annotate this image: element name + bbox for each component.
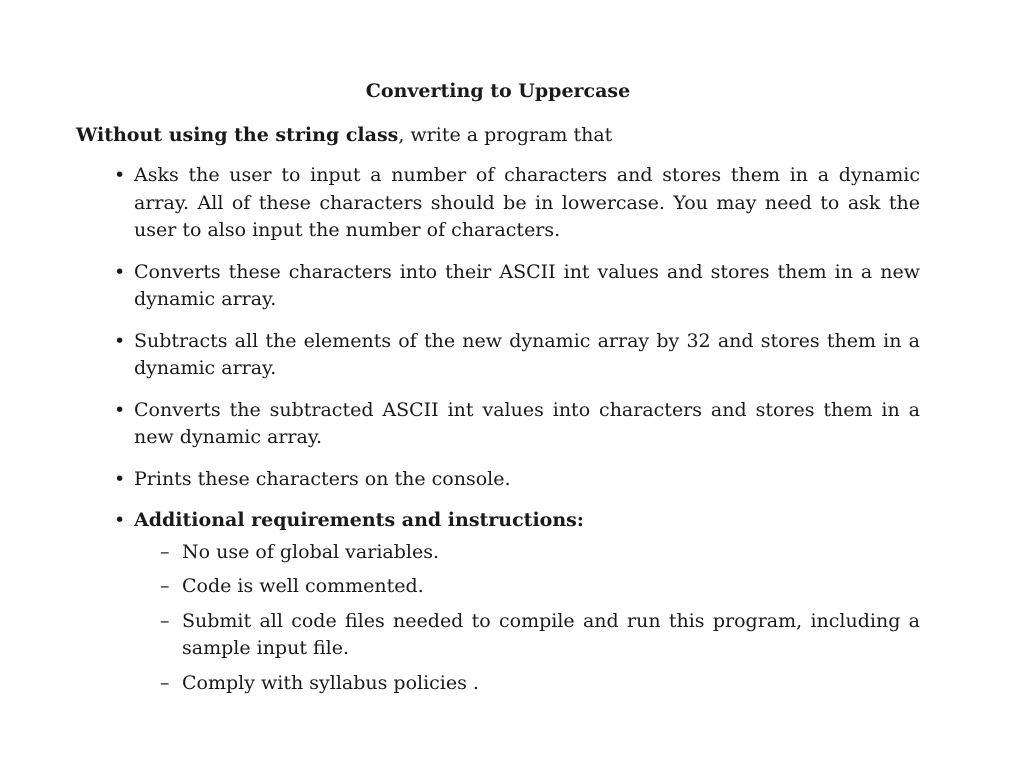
list-item-text: Asks the user to input a number of characters and stores them in a dynamic array. All of these characters should be in lowercase. You may need to ask the user to also input the number of characters. (134, 164, 920, 241)
dash-icon: – (160, 575, 170, 597)
requirements-list (114, 162, 920, 711)
list-item-text: Subtracts all the elements of the new dynamic array by 32 and stores them in a dynamic array. (134, 329, 920, 379)
intro-line (76, 122, 612, 148)
sub-list-item-text: Comply with syllabus policies . (182, 671, 479, 694)
bullet-icon: • (114, 509, 126, 531)
list-item (114, 162, 920, 245)
bullet-icon: • (114, 164, 126, 186)
list-item (114, 466, 920, 494)
bullet-icon: • (114, 398, 126, 421)
bullet-icon: • (114, 329, 126, 352)
sub-list-item (134, 670, 920, 698)
intro-bold: Without using the string class (76, 124, 399, 146)
dash-icon: – (160, 540, 170, 563)
list-item (114, 328, 920, 383)
additional-requirements-item (114, 507, 920, 697)
sub-requirements-list (134, 539, 920, 698)
list-item-text: Converts the subtracted ASCII int values into characters and stores them in a new dynamic array. (134, 398, 920, 448)
list-item-text: Converts these characters into their ASCII int values and stores them in a new dynamic array. (134, 260, 920, 310)
bullet-icon: • (114, 260, 126, 283)
sub-list-item-text: Submit all code files needed to compile and run this program, including a sample input file. (182, 609, 920, 659)
sub-list-item (134, 539, 920, 567)
intro-rest: , write a program that (398, 124, 613, 146)
list-item (114, 259, 920, 314)
dash-icon: – (160, 609, 170, 632)
dash-icon: – (160, 671, 170, 694)
list-item-text: Prints these characters on the console. (134, 467, 511, 490)
list-item (114, 397, 920, 452)
sub-list-item (134, 608, 920, 663)
sub-list-item-text: Code is well commented. (182, 575, 424, 597)
page-title: Converting to Uppercase (365, 80, 631, 102)
sub-list-item (134, 573, 920, 601)
additional-requirements-heading: Additional requirements and instructions: (134, 509, 584, 531)
bullet-icon: • (114, 467, 126, 490)
sub-list-item-text: No use of global variables. (182, 540, 439, 563)
